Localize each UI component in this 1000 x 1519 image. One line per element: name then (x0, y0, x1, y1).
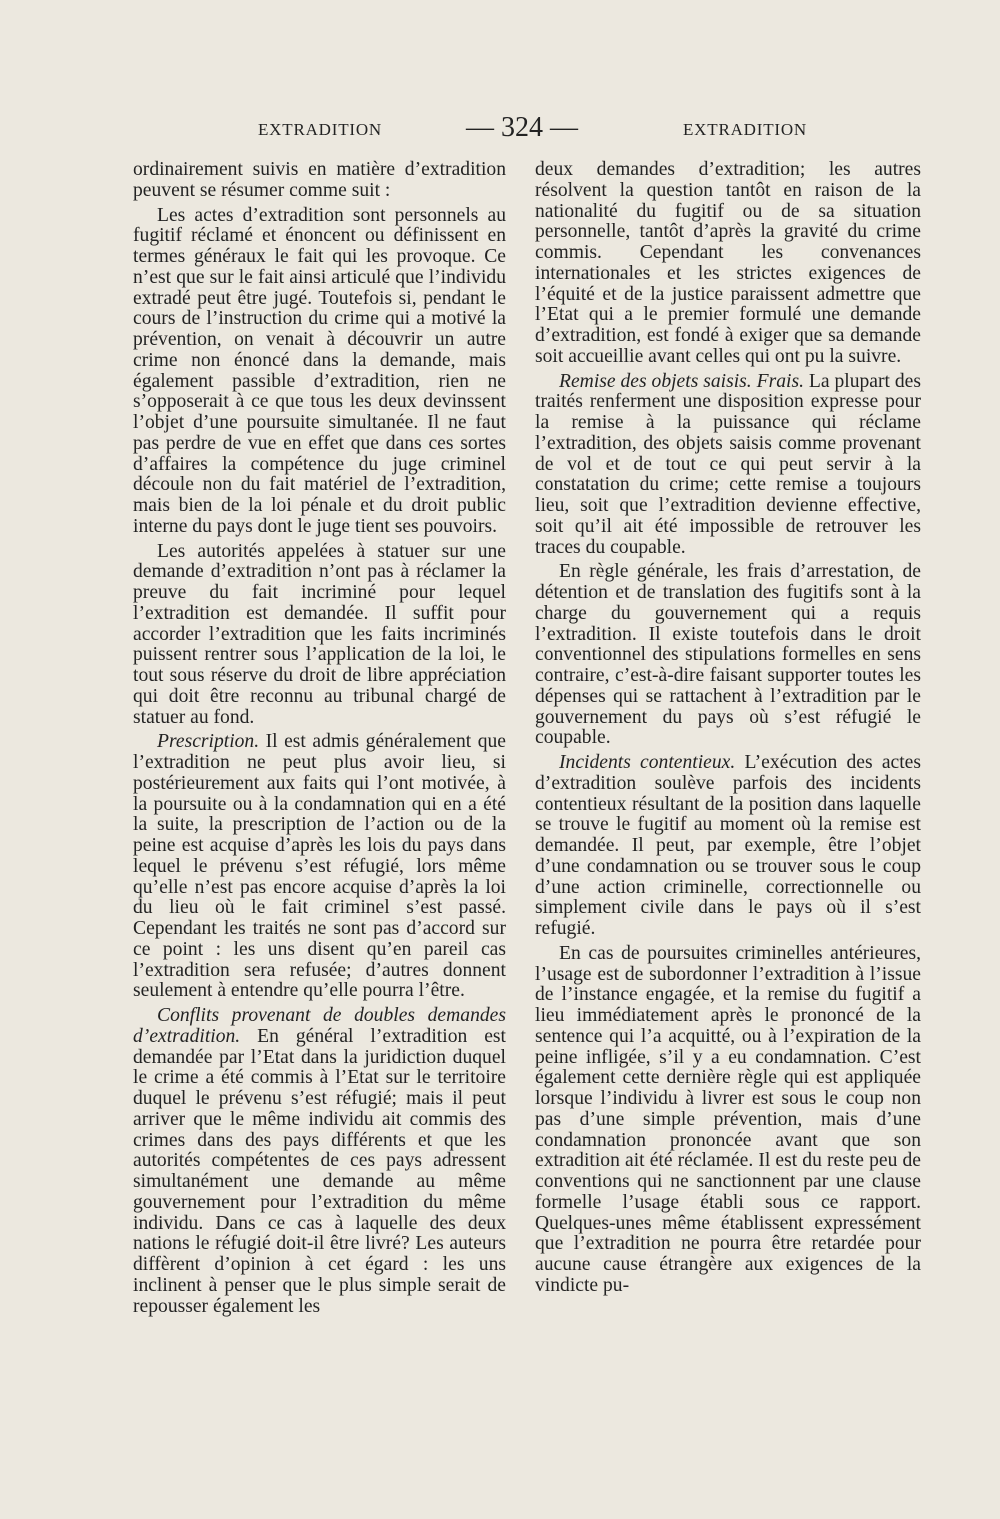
paragraph-personal-acts: Les actes d’extradition sont personnels au fugitif réclamé et énoncent ou définissent en termes généraux le fait qui les provoque. Ce n’est que sur le fait ainsi articulé que l’individu extradé peut être jugé. Toutefois si, pendant le cours de l’instruction du crime qui a motivé la prévention, on venait à découvrir un autre crime non énoncé dans la demande, mais également passible d’extradition, rien ne s’opposerait à ce que tous les deux devinssent l’objet d’une poursuite simultanée. Il ne faut pas perdre de vue en effet que dans ces sortes d’affaires la compétence du juge criminel découle non du fait matériel de l’extradition, mais bien de la loi pénale et du droit public interne du pays dont le juge tient ses pouvoirs. (133, 204, 506, 537)
section-heading-conflicts: Conflits provenant de doubles demandes d’extradition. (133, 1005, 506, 1047)
paragraph-incidents-text: L’exécution des actes d’extradition soulève parfois des incidents contentieux résultant de la position dans laquelle se trouve le fugitif au moment où la remise est demandée. Il peut, par exemple, être l’objet d’une condamnation ou se trouver sous le coup d’une action criminelle, correctionnelle ou simplement civile dans le pays où il s’est refugié. (535, 752, 921, 939)
header-left-title: EXTRADITION (258, 120, 382, 139)
paragraph-incidents (535, 753, 921, 940)
running-header (0, 112, 1000, 152)
page-number: — 324 — (466, 112, 578, 143)
right-column (535, 160, 921, 1297)
paragraph-prescription-text: Il est admis généralement que l’extradition ne peut plus avoir lieu, si postérieurement aux faits qui l’ont motivée, à la poursuite ou à la condamnation qui en a été la suite, la prescription de l’action ou de la peine est acquise d’après les lois du pays dans lequel le prévenu s’est réfugié, lors même qu’elle n’est pas encore acquise d’après la loi du lieu où le fait criminel s’est passé. Cependant les traités ne sont pas d’accord sur ce point : les uns disent qu’en pareil cas l’extradition sera refusée; d’autres donnent seulement à entendre qu’elle pourra l’être. (133, 731, 506, 1002)
paragraph-conflicts (133, 1006, 506, 1317)
paragraph-seized-objects-text: La plupart des traités renferment une disposition expresse pour la remise à la puissance qui réclame l’extradition, des objets saisis comme provenant de vol et de tout ce qui peut servir à la constatation du crime; cette remise a toujours lieu, soit que l’extradition devienne effective, soit qu’il ait été impossible de retrouver les traces du coupable. (535, 370, 921, 558)
left-column (133, 160, 506, 1317)
header-right-title: EXTRADITION (683, 120, 807, 139)
section-heading-incidents: Incidents contentieux. (559, 752, 736, 773)
paragraph-seized-objects (535, 372, 921, 559)
section-heading-prescription: Prescription. (157, 731, 260, 753)
paragraph-continuation-right: deux demandes d’extradition; les autres résolvent la question tantôt en raison de la nationalité du fugitif ou de sa situation personnelle, tantôt d’après la gravité du crime commis. Cependant les convenances internationales et les strictes exigences de l’équité et de la justice paraissent admettre que l’Etat qui a le premier formulé une demande d’extradition, est fondé à exiger que sa demande soit accueillie avant celles qui ont pu la suivre. (535, 159, 921, 367)
section-heading-seized-objects: Remise des objets saisis. Frais. (559, 370, 804, 392)
paragraph-continuation: ordinairement suivis en matière d’extradition peuvent se résumer comme suit : (133, 159, 506, 201)
paragraph-prescription (133, 732, 506, 1002)
paragraph-conflicts-text: En général l’extradition est demandée par l’Etat dans la juridiction duquel le crime a été commis à l’Etat sur le territoire duquel le prévenu s’est réfugié; mais il peut arriver que le même individu ait commis des crimes dans des pays différents et que les autorités compétentes de ces pays adressent simultanément une demande au même gouvernement pour l’extradition du même individu. Dans ce cas à laquelle des deux nations le réfugié doit-il être livré? Les auteurs diffèrent d’opinion à cet égard : les uns inclinent à penser que le plus simple serait de repousser également les (133, 1025, 506, 1317)
paragraph-prior-prosecutions: En cas de poursuites criminelles antérieures, l’usage est de subordonner l’extradition à l’issue de l’instance engagée, et la remise du fugitif a lieu immédiatement après le prononcé de la sentence qui l’a acquitté, ou à l’expiration de la peine infligée, s’il y a eu condamnation. C’est également cette dernière règle qui est appliquée lorsque l’individu à livrer est sous le coup non pas d’une simple prévention, mais d’une condamnation prononcée avant que son extradition ait été réclamée. Il est du reste peu de conventions qui ne sanctionnent par une clause formelle l’usage établi sous ce rapport. Quelques-unes même établissent expressément que l’extradition ne pourra être retardée pour aucune cause étrangère aux exigences de la vindicte pu- (535, 942, 921, 1296)
paragraph-costs: En règle générale, les frais d’arrestation, de détention et de translation des fugitifs sont à la charge du gouvernement qui a requis l’extradition. Il existe toutefois dans le droit conventionnel des stipulations formelles en sens contraire, c’est-à-dire faisant supporter toutes les dépenses qui se rattachent à l’extradition par le gouvernement du pays où s’est réfugié le coupable. (535, 561, 921, 749)
paragraph-proof: Les autorités appelées à statuer sur une demande d’extradition n’ont pas à réclamer la preuve du fait incriminé pour lequel l’extradition est demandée. Il suffit pour accorder l’extradition que les faits incriminés puissent rentrer sous l’application de la loi, le tout sous réserve du droit de libre appréciation qui doit être reconnu au tribunal chargé de statuer au fond. (133, 540, 506, 728)
